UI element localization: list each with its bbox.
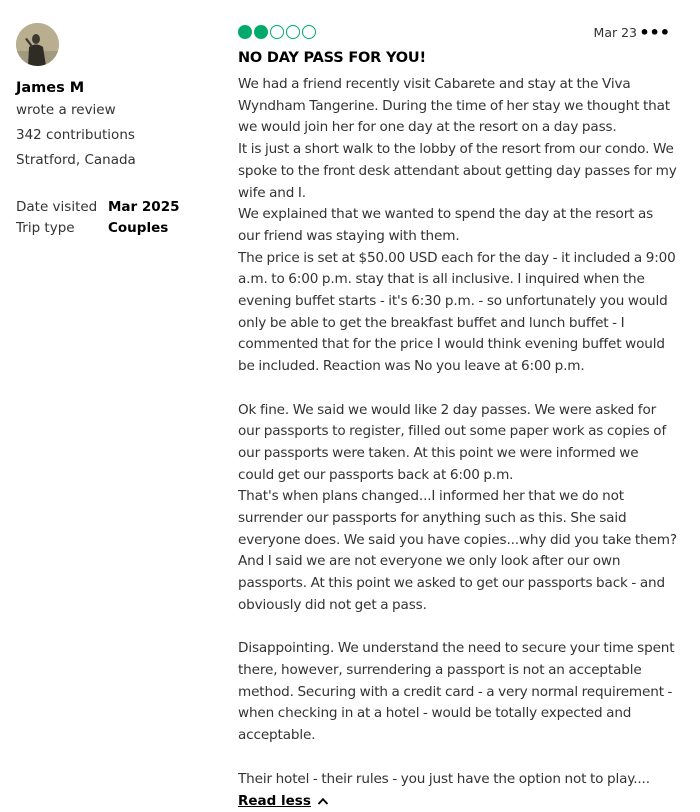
reviewer-location: Stratford, Canada <box>16 152 136 168</box>
review-body: We had a friend recently visit Cabarete and stay at the Viva Wyndham Tangerine. During the time of her stay we thought that we would join her for one day at the resort on a day pass. It is just a short walk to the lobby of the resort from our condo. We spoke to the front desk attendant about getting day passes for my wife and I. We explained that we wanted to spend the day at the resort as our friend was staying with them. The price is set at $50.00 USD each for the day - it included a 9:00 a.m. to 6:00 p.m. stay that is all inclusive. I inquired when the evening buffet starts - it's 6:30 p.m. - so unfortunately you would only be able to get the breakfast buffet and lunch buffet - I commented that for the price I would think evening buffet would be included. Reaction was No you leave at 6:00 p.m. Ok fine. We said we would like 2 day passes. We were asked for our passports to register, filled out some paper work as copies of our passports were taken. At this point we were informed we could get our passports back at 6:00 p.m. That's when plans changed...I informed her that we do not surrender our passports for anything such as this. She said everyone does. We said you have copies...why did you take them? And I said we are not everyone we only look after our own passports. At this point we asked to get our passports back - and obviously did not get a pass. Disappointing. We understand the need to secure your time spent there, however, surrendering a passport is not an acceptable method. Securing with a credit card - a very normal requirement - when checking in at a hotel - would be totally expected and acceptable. Their hotel - their rules - you just have the option not to play.... <box>238 76 677 787</box>
fact-value: Couples <box>108 220 169 236</box>
rating-bubble-empty <box>286 25 300 39</box>
rating-bubble-empty <box>270 25 284 39</box>
review-date: Mar 23 <box>593 25 637 40</box>
review-content <box>238 23 678 809</box>
reviewer-name[interactable]: James M <box>16 80 85 96</box>
rating-bubble-filled <box>238 25 252 39</box>
rating-bubble-empty <box>302 25 316 39</box>
read-less-button[interactable] <box>238 793 329 809</box>
fact-row-date-visited <box>16 197 216 218</box>
reviewer-panel <box>16 23 216 239</box>
rating-bubble-filled <box>254 25 268 39</box>
fact-row-trip-type <box>16 218 216 239</box>
review-action-text: wrote a review <box>16 102 116 118</box>
more-horizontal-icon[interactable]: ••• <box>639 23 670 42</box>
avatar[interactable] <box>16 23 59 66</box>
fact-label: Date visited <box>16 199 98 215</box>
chevron-up-icon <box>317 797 329 805</box>
read-less-label: Read less <box>238 793 311 810</box>
reviewer-meta <box>16 98 216 173</box>
contributions-count: 342 contributions <box>16 127 135 143</box>
fact-label: Trip type <box>16 220 75 236</box>
trip-facts <box>16 197 216 239</box>
review-title: NO DAY PASS FOR YOU! <box>238 50 426 66</box>
fact-value: Mar 2025 <box>108 199 180 215</box>
avatar-image <box>16 23 59 66</box>
